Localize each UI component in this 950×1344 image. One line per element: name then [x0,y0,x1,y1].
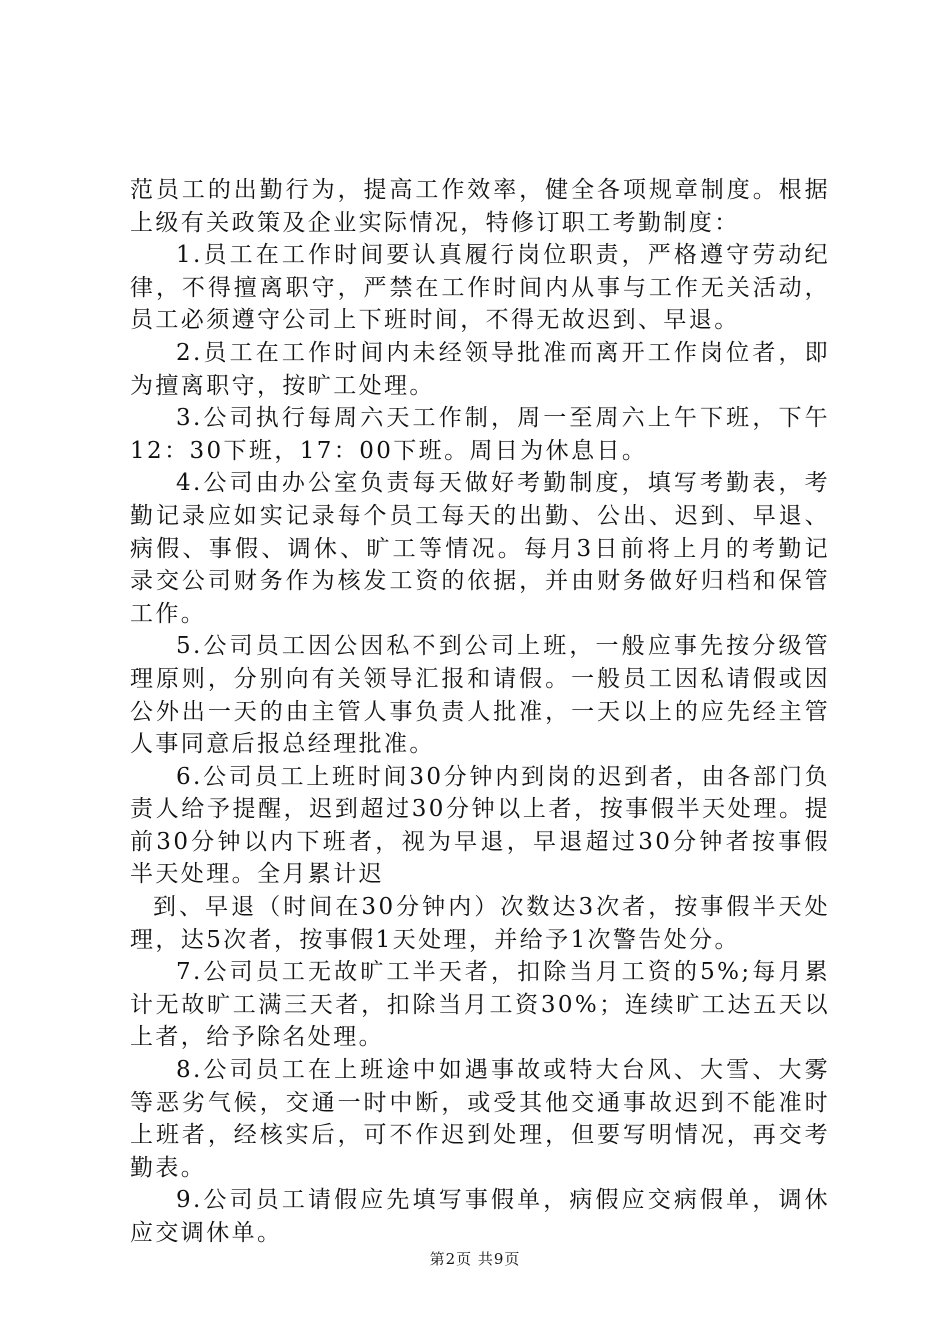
paragraph-rule-3: 3.公司执行每周六天工作制，周一至周六上午下班，下午12：30下班，17：00下班。周日为休息日。 [130,405,830,464]
paragraph-rule-2: 2.员工在工作时间内未经领导批准而离开工作岗位者，即为擅离职守，按旷工处理。 [130,339,830,399]
paragraph-rule-9: 9.公司员工请假应先填写事假单，病假应交病假单，调休应交调休单。 [130,1187,830,1246]
paragraph-rule-1: 1.员工在工作时间要认真履行岗位职责，严格遵守劳动纪律，不得擅离职守，严禁在工作时间内从事与工作无关活动，员工必须遵守公司上下班时间，不得无故迟到、早退。 [130,242,830,334]
paragraph-rule-7: 7.公司员工无故旷工半天者，扣除当月工资的5%;每月累计无故旷工满三天者，扣除当月工资30%；连续旷工达五天以上者，给予除名处理。 [130,959,830,1051]
document-body [130,174,830,1250]
paragraph-rule-5: 5.公司员工因公因私不到公司上班，一般应事先按分级管理原则，分别向有关领导汇报和请假。一般员工因私请假或因公外出一天的由主管人事负责人批准，一天以上的应先经主管人事同意后报总经理批准。 [130,633,830,758]
paragraph-rule-8: 8.公司员工在上班途中如遇事故或特大台风、大雪、大雾等恶劣气候，交通一时中断，或受其他交通事故迟到不能准时上班者，经核实后，可不作迟到处理，但要写明情况，再交考勤表。 [130,1057,830,1181]
page-footer [0,1248,950,1269]
paragraph-rule-6: 6.公司员工上班时间30分钟内到岗的迟到者，由各部门负责人给予提醒，迟到超过30分钟以上者，按事假半天处理。提前30分钟以内下班者，视为早退，早退超过30分钟者按事假半天处理。全月累计迟 [130,763,830,888]
paragraph-intro: 范员工的出勤行为，提高工作效率，健全各项规章制度。根据上级有关政策及企业实际情况，特修订职工考勤制度： [130,177,830,236]
page-number-label: 第2页 共9页 [429,1250,521,1268]
paragraph-rule-6-continued: 到、早退（时间在30分钟内）次数达3次者，按事假半天处理，达5次者，按事假1天处理，并给予1次警告处分。 [130,894,830,953]
paragraph-rule-4: 4.公司由办公室负责每天做好考勤制度，填写考勤表，考勤记录应如实记录每个员工每天的出勤、公出、迟到、早退、病假、事假、调休、旷工等情况。每月3日前将上月的考勤记录交公司财务作为核发工资的依据，并由财务做好归档和保管工作。 [130,470,830,627]
